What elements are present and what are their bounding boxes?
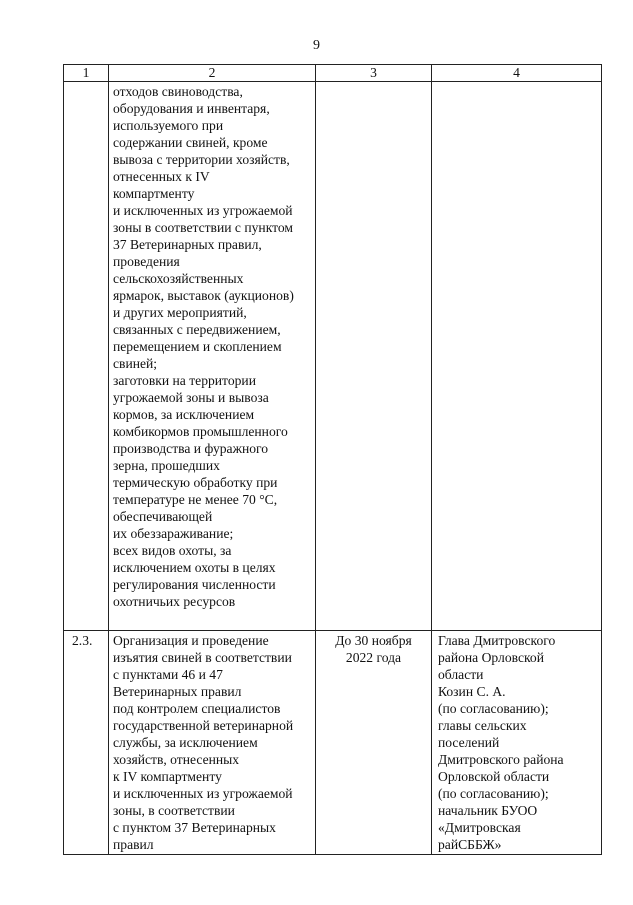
measure-text-line: комбикормов промышленного — [113, 424, 288, 439]
measure-text-line: зерна, прошедших — [113, 458, 220, 473]
measure-text-line: и других мероприятий, — [113, 305, 247, 320]
responsible-text-line: Глава Дмитровского — [438, 633, 556, 648]
measure-text-line: зоны в соответствии с пунктом — [113, 220, 294, 235]
measure-text-line: к IV компартменту — [113, 769, 222, 784]
cell-deadline — [316, 82, 432, 631]
responsible-text-line: Орловской области — [438, 769, 550, 784]
cell-responsible — [432, 631, 602, 855]
cell-deadline — [316, 631, 432, 855]
measure-text-line: производства и фуражного — [113, 441, 269, 456]
column-header-1: 1 — [64, 65, 109, 82]
column-header-2: 2 — [109, 65, 316, 82]
measure-text-line: ярмарок, выставок (аукционов) — [113, 288, 294, 303]
measure-text-line: кормов, за исключением — [113, 407, 255, 422]
responsible-text-line: района Орловской — [438, 650, 544, 665]
cell-responsible — [432, 82, 602, 631]
measure-text-line: содержании свиней, кроме — [113, 135, 268, 150]
responsible-text-line: Козин С. А. — [438, 684, 506, 699]
measure-text-line: службы, за исключением — [113, 735, 258, 750]
measure-text-line: вывоза с территории хозяйств, — [113, 152, 290, 167]
item-number: 2.3. — [72, 633, 93, 648]
measure-text-line: связанных с передвижением, — [113, 322, 281, 337]
responsible-text-line: Дмитровского района — [438, 752, 564, 767]
table-row-2-3 — [64, 631, 602, 855]
measure-text-line: отнесенных к IV — [113, 169, 210, 184]
measure-text-line: правил — [113, 837, 154, 852]
measure-text-line: оборудования и инвентаря, — [113, 101, 270, 116]
responsible-text-line: поселений — [438, 735, 500, 750]
measure-text-line: хозяйств, отнесенных — [113, 752, 240, 767]
measure-text-line: и исключенных из угрожаемой — [113, 786, 293, 801]
measure-text-line: отходов свиноводства, — [113, 84, 243, 99]
column-header-3: 3 — [316, 65, 432, 82]
measure-text-line: термическую обработку при — [113, 475, 278, 490]
measure-text-line: Организация и проведение — [113, 633, 269, 648]
measure-text-line: всех видов охоты, за — [113, 543, 232, 558]
measure-text-line: исключением охоты в целях — [113, 560, 276, 575]
measure-text-line: компартменту — [113, 186, 195, 201]
measure-text-line: их обеззараживание; — [113, 526, 234, 541]
measures-table — [63, 64, 602, 855]
responsible-text-line: райСББЖ» — [438, 837, 502, 852]
measure-text-line: свиней; — [113, 356, 158, 371]
measure-text-line: и исключенных из угрожаемой — [113, 203, 293, 218]
measure-text-line: зоны, в соответствии — [113, 803, 235, 818]
responsible-text-line: (по согласованию); — [438, 701, 549, 716]
responsible-text-line: главы сельских — [438, 718, 527, 733]
measure-text-line: обеспечивающей — [113, 509, 213, 524]
responsible-text-line: «Дмитровская — [438, 820, 521, 835]
responsible-text-line: начальник БУОО — [438, 803, 538, 818]
measure-text-line: с пунктами 46 и 47 — [113, 667, 223, 682]
measure-text-line: перемещением и скоплением — [113, 339, 282, 354]
deadline-text-line: 2022 года — [345, 650, 402, 665]
page-number: 9 — [313, 38, 320, 53]
measure-text-line: заготовки на территории — [113, 373, 256, 388]
measure-text-line: под контролем специалистов — [113, 701, 281, 716]
measure-text-line: изъятия свиней в соответствии — [113, 650, 292, 665]
measure-text-line: регулирования численности — [113, 577, 276, 592]
measure-text-line: угрожаемой зоны и вывоза — [113, 390, 269, 405]
responsible-text-line: (по согласованию); — [438, 786, 549, 801]
measure-text-line: охотничьих ресурсов — [113, 594, 236, 609]
measure-text-line: государственной ветеринарной — [113, 718, 294, 733]
cell-measure-text — [109, 631, 316, 855]
measure-text-line: температуре не менее 70 °С, — [113, 492, 278, 507]
responsible-text-line: области — [438, 667, 484, 682]
table-header-row — [64, 65, 602, 82]
cell-number — [64, 631, 109, 855]
measure-text-line: проведения — [113, 254, 180, 269]
deadline-text-line: До 30 ноября — [335, 633, 412, 648]
measure-text-line: 37 Ветеринарных правил, — [113, 237, 262, 252]
cell-number — [64, 82, 109, 631]
cell-measure-text — [109, 82, 316, 631]
measure-text-line: используемого при — [113, 118, 224, 133]
measure-text-line: с пунктом 37 Ветеринарных — [113, 820, 276, 835]
measure-text-line: Ветеринарных правил — [113, 684, 242, 699]
column-header-4: 4 — [432, 65, 602, 82]
table-row-continuation — [64, 82, 602, 631]
measure-text-line: сельскохозяйственных — [113, 271, 244, 286]
